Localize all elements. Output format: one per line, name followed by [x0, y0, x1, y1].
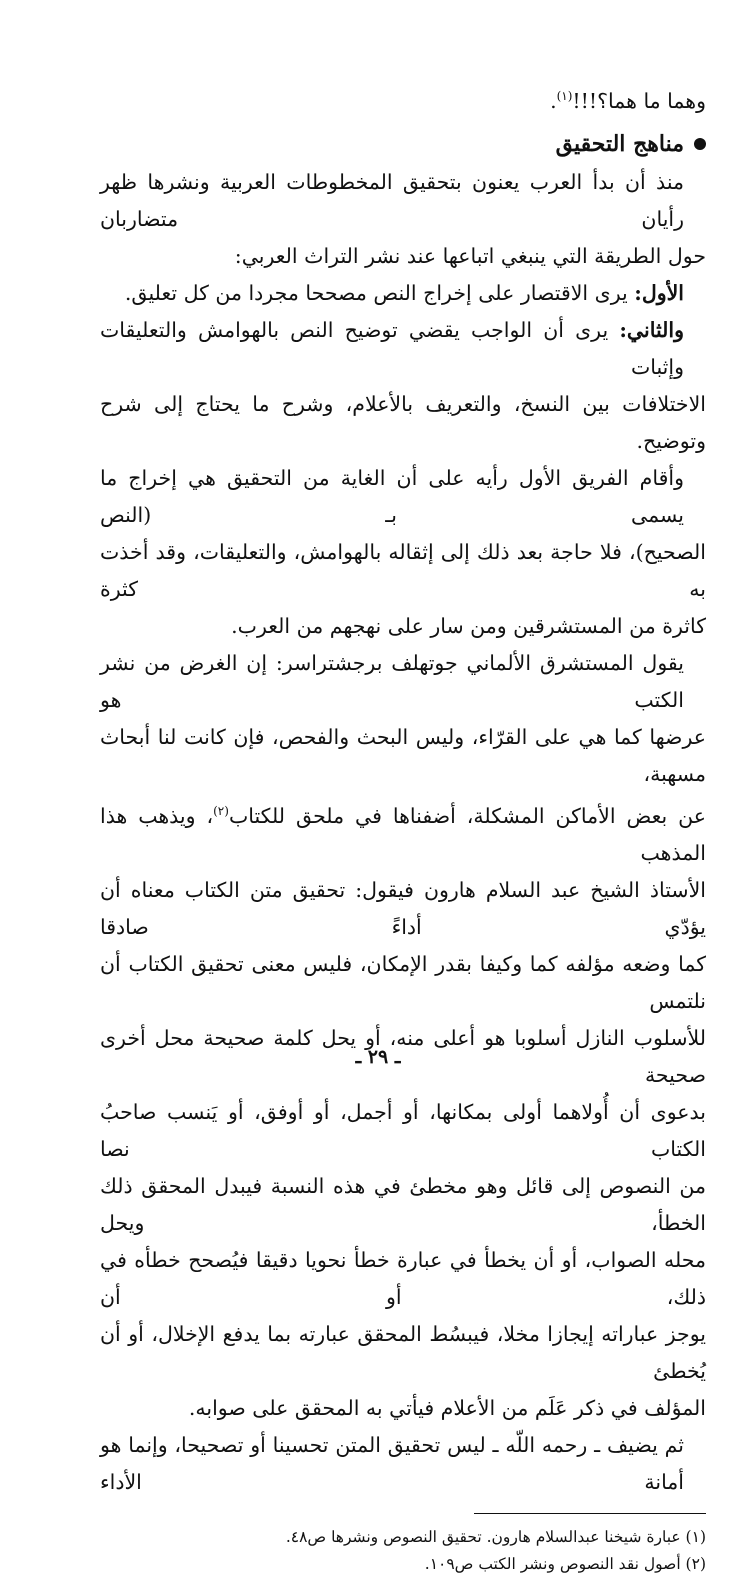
page-body — [100, 78, 706, 1578]
first-view — [100, 275, 706, 312]
footnote-1: (١) عبارة شيخنا عبدالسلام هارون. تحقيق النصوص ونشرها ص٤٨. — [285, 1527, 706, 1546]
footnote-2: (٢) أصول نقد النصوص ونشر الكتب ص١٠٩. — [424, 1554, 706, 1573]
footnote-divider — [474, 1513, 706, 1514]
para1-line1: منذ أن بدأ العرب يعنون بتحقيق المخطوطات العربية ونشرها ظهر رأيان متضاربان — [100, 169, 684, 231]
bullet-icon — [694, 138, 706, 150]
footnote-ref-2[interactable]: (٢) — [213, 803, 229, 818]
second-text: يرى أن الواجب يقضي توضيح النص بالهوامش والتعليقات وإثبات — [100, 317, 684, 379]
second-label: والثاني: — [619, 317, 684, 342]
second-view — [100, 312, 706, 386]
heading-text: مناهج التحقيق — [555, 130, 684, 157]
para3-line3-a: عن بعض الأماكن المشكلة، أضفناها في ملحق للكتاب — [228, 803, 706, 828]
first-label: الأول: — [634, 280, 684, 305]
section-heading — [100, 124, 706, 164]
para2-line3: كاثرة من المستشرقين ومن سار على نهجهم من العرب. — [231, 613, 706, 638]
para3-line2: عرضها كما هي على القرّاء، وليس البحث والفحص، فإن كانت لنا أبحاث مسهبة، — [100, 724, 706, 786]
para3-line4: الأستاذ الشيخ عبد السلام هارون فيقول: تحقيق متن الكتاب معناه أن يؤدّي أداءً صادقا — [100, 877, 706, 939]
footnote-ref-1[interactable]: (١) — [556, 89, 573, 103]
opening-text: وهما ما هما؟!!! — [572, 88, 706, 113]
para2-line1: وأقام الفريق الأول رأيه على أن الغاية من التحقيق هي إخراج ما يسمى بـ (النص — [100, 465, 684, 527]
para3-line9: محله الصواب، أو أن يخطأ في عبارة خطأ نحويا دقيقا فيُصحح خطأه في ذلك، أو أن — [100, 1247, 706, 1309]
para3-line3 — [100, 793, 706, 872]
para3-line11: المؤلف في ذكر عَلَم من الأعلام فيأتي به المحقق على صوابه. — [188, 1395, 706, 1420]
opening-line: وهما ما هما؟!!!$^{(١)}$. — [550, 88, 706, 113]
para3-line5: كما وضعه مؤلفه كما وكيفا بقدر الإمكان، فليس معنى تحقيق الكتاب أن نلتمس — [100, 951, 706, 1013]
page-number: ـ ٢٩ ـ — [355, 1046, 401, 1068]
para1-line2: حول الطريقة التي ينبغي اتباعها عند نشر التراث العربي: — [234, 243, 706, 268]
para3-line8: من النصوص إلى قائل وهو مخطئ في هذه النسبة فيبدل المحقق ذلك الخطأ، ويحل — [100, 1173, 706, 1235]
second-view-cont: الاختلافات بين النسخ، والتعريف بالأعلام، وشرح ما يحتاج إلى شرح وتوضيح. — [100, 391, 706, 453]
para4-line1: ثم يضيف ـ رحمه اللّه ـ ليس تحقيق المتن تحسينا أو تصحيحا، وإنما هو أمانة الأداء — [100, 1432, 684, 1494]
para2-line2: الصحيح)، فلا حاجة بعد ذلك إلى إثقاله بالهوامش، والتعليقات، وقد أخذت به كثرة — [100, 539, 706, 601]
para3-line3-b: ، ويذهب هذا المذهب — [100, 803, 706, 865]
first-text: يرى الاقتصار على إخراج النص مصححا مجردا من كل تعليق. — [124, 280, 628, 305]
para3-line6: للأسلوب النازل أسلوبا هو أعلى منه، أو يحل كلمة صحيحة محل أخرى صحيحة — [100, 1025, 706, 1087]
para3-line1: يقول المستشرق الألماني جوتهلف برجشتراسر: إن الغرض من نشر الكتب هو — [100, 650, 684, 712]
para3-line10: يوجز عباراته إيجازا مخلا، فيبسُط المحقق عبارته بما يدفع الإخلال، أو أن يُخطئ — [100, 1321, 706, 1383]
para3-line7: بدعوى أن أُولاهما أولى بمكانها، أو أجمل، أو أوفق، أو يَنسب صاحبُ الكتاب نصا — [100, 1099, 706, 1161]
